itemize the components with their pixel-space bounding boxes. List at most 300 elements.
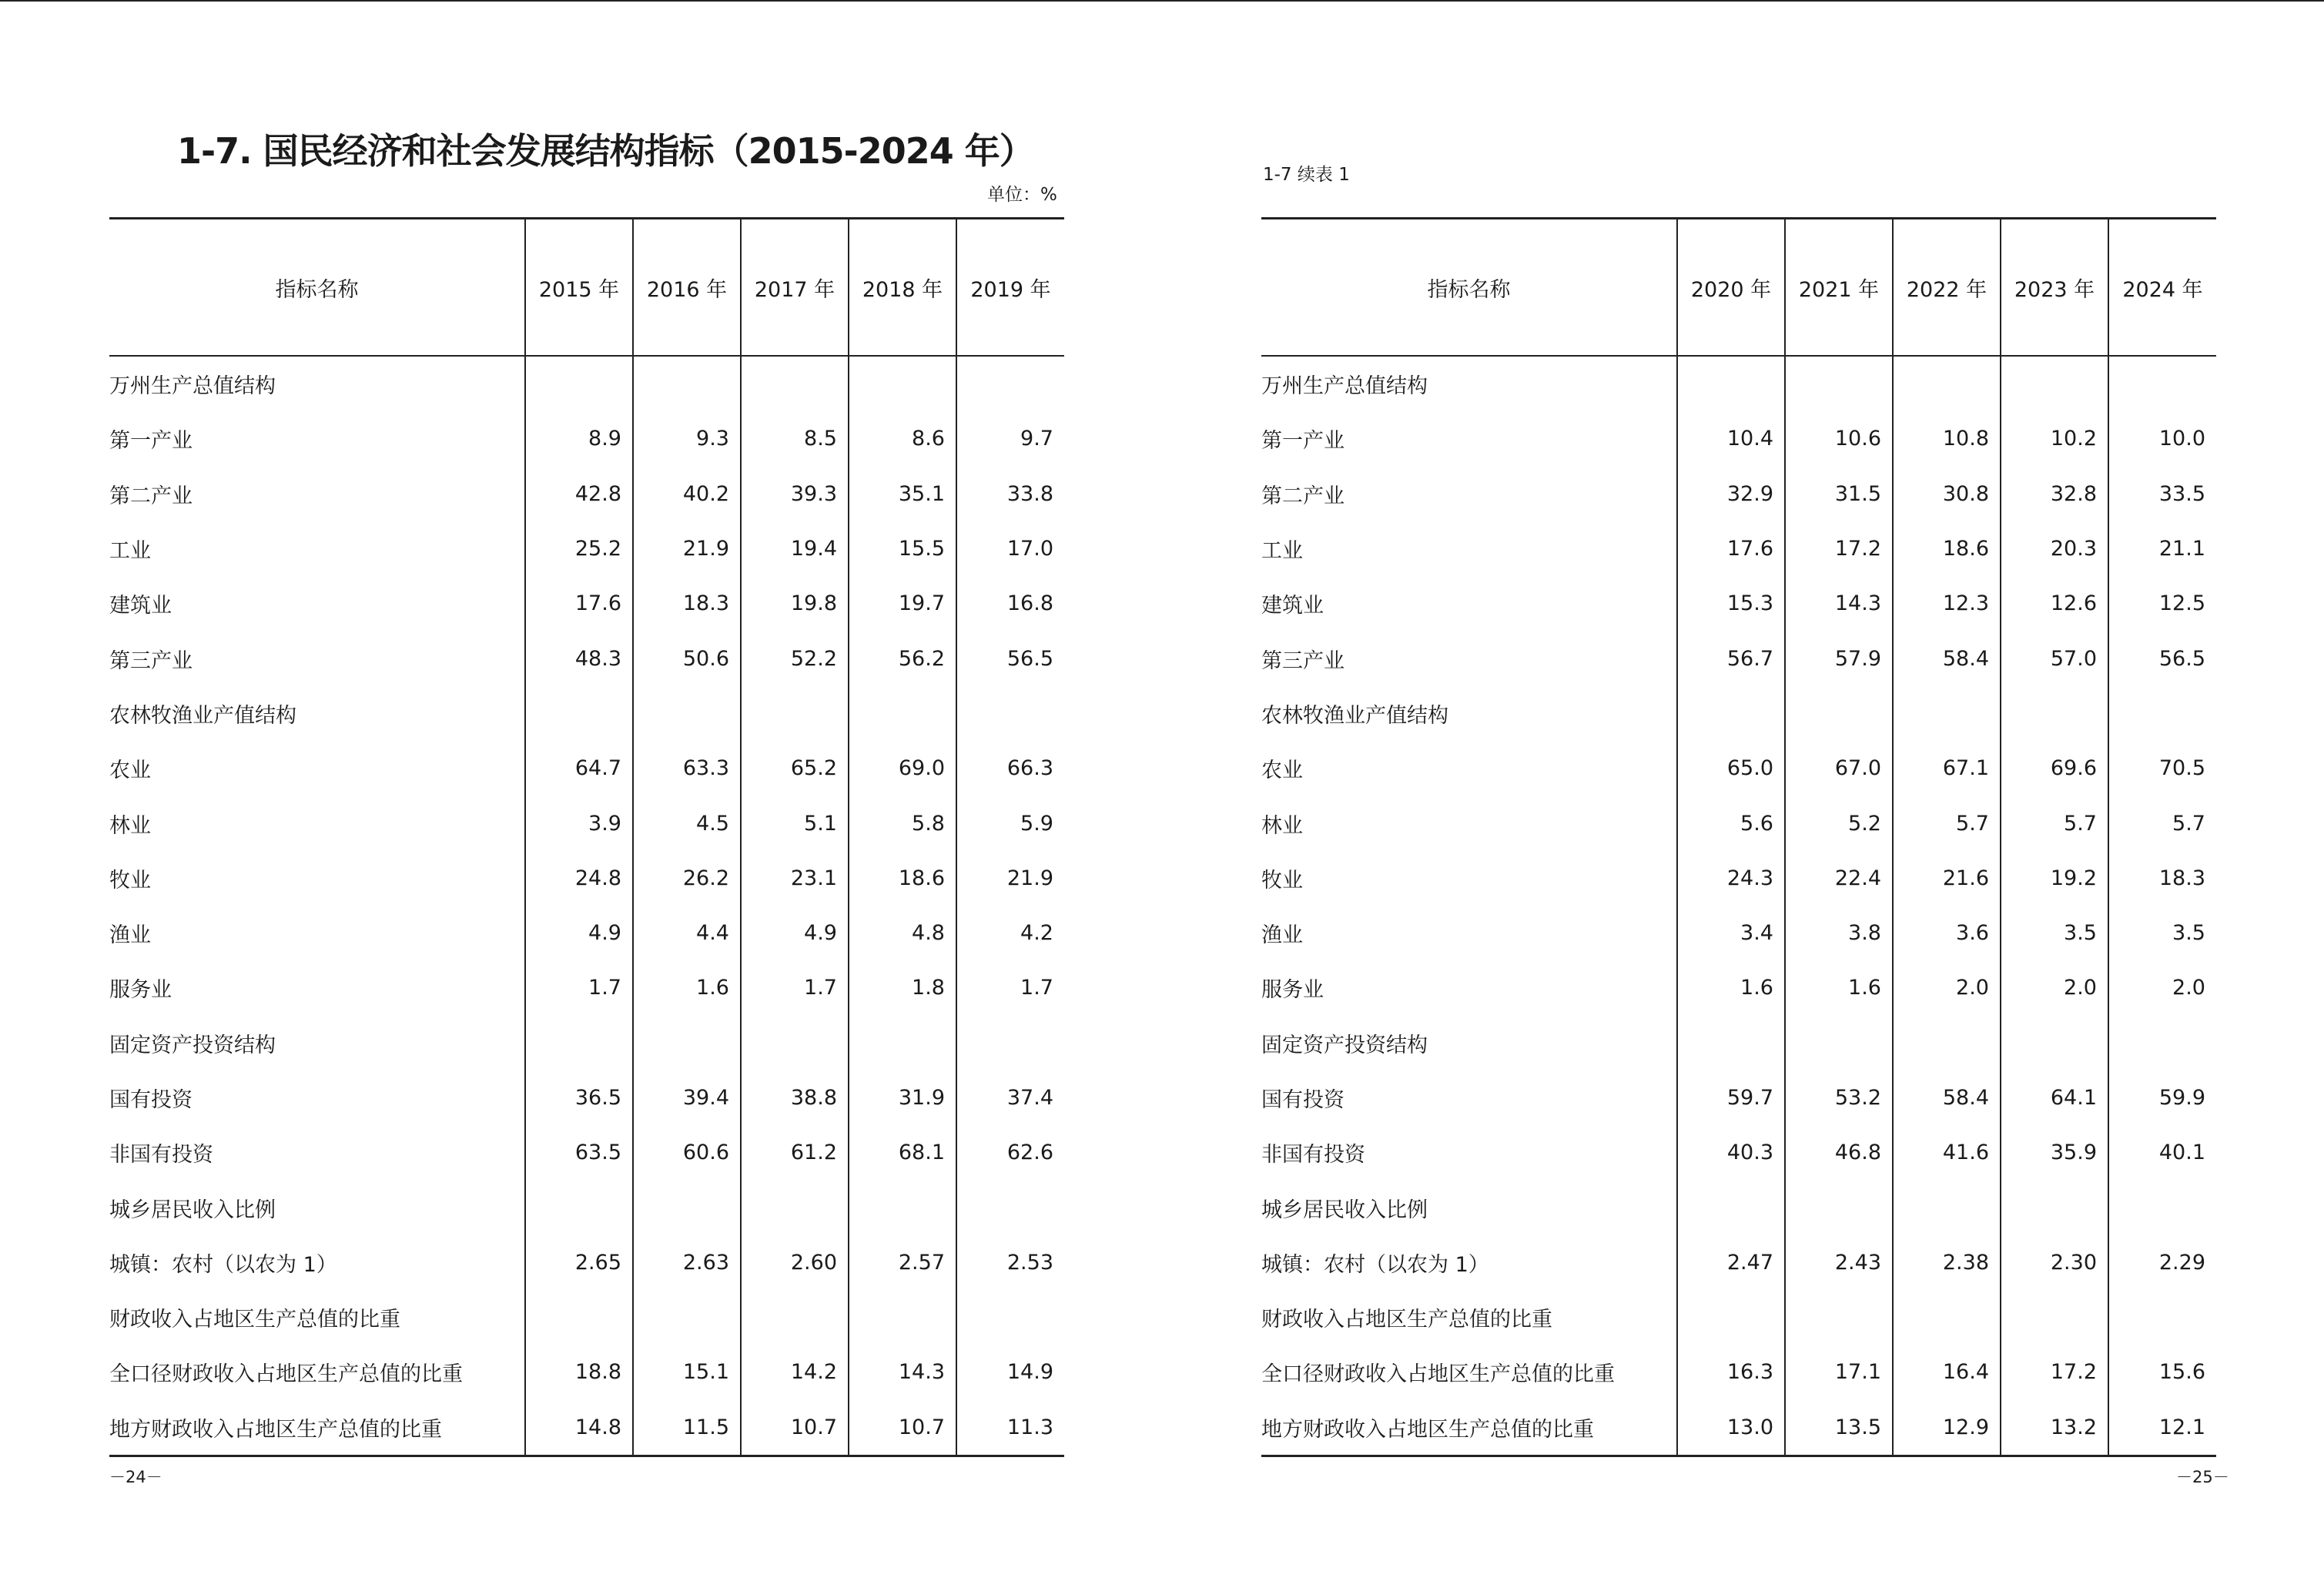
- table-row: [1261, 467, 2216, 521]
- value-cell: [741, 1016, 849, 1070]
- value-cell: 16.8: [956, 576, 1064, 631]
- table-row: [109, 467, 1064, 521]
- value-cell: 4.9: [741, 906, 849, 960]
- table-row: [109, 906, 1064, 960]
- header-year: 2023 年: [2001, 219, 2108, 357]
- value-cell: [2001, 1016, 2108, 1070]
- page-number-left: －24－: [109, 1468, 162, 1486]
- value-cell: 17.2: [2001, 1345, 2108, 1399]
- value-cell: 40.3: [1677, 1125, 1785, 1180]
- value-cell: 25.2: [525, 521, 633, 576]
- value-cell: 52.2: [741, 631, 849, 685]
- value-cell: [1893, 1016, 2001, 1070]
- value-cell: 12.3: [1893, 576, 2001, 631]
- value-cell: 35.1: [849, 467, 956, 521]
- indicator-name: 林业: [109, 813, 151, 838]
- value-cell: 14.3: [1785, 576, 1893, 631]
- table-row: [1261, 851, 2216, 906]
- value-cell: 16.3: [1677, 1345, 1785, 1399]
- value-cell: 2.65: [525, 1235, 633, 1290]
- value-cell: 8.5: [741, 411, 849, 466]
- value-cell: [956, 1180, 1064, 1235]
- value-cell: 57.9: [1785, 631, 1893, 685]
- value-cell: 41.6: [1893, 1125, 2001, 1180]
- table-row: [109, 1345, 1064, 1399]
- value-cell: 2.38: [1893, 1235, 2001, 1290]
- table-row: [1261, 1400, 2216, 1456]
- value-cell: 4.8: [849, 906, 956, 960]
- value-cell: [633, 686, 741, 741]
- value-cell: 68.1: [849, 1125, 956, 1180]
- value-cell: 64.1: [2001, 1070, 2108, 1125]
- table-row: [109, 1400, 1064, 1456]
- value-cell: 10.6: [1785, 411, 1893, 466]
- value-cell: 10.4: [1677, 411, 1785, 466]
- table-row: [109, 796, 1064, 850]
- value-cell: [2108, 686, 2216, 741]
- table-header-row: [1261, 219, 2216, 357]
- value-cell: 10.0: [2108, 411, 2216, 466]
- value-cell: 15.6: [2108, 1345, 2216, 1399]
- value-cell: 5.7: [2001, 796, 2108, 850]
- value-cell: 39.3: [741, 467, 849, 521]
- value-cell: [2001, 1290, 2108, 1345]
- value-cell: [525, 1290, 633, 1345]
- page-title: 1-7. 国民经济和社会发展结构指标（2015-2024 年）: [177, 130, 1034, 172]
- table-row: [1261, 521, 2216, 576]
- value-cell: 23.1: [741, 851, 849, 906]
- value-cell: 2.29: [2108, 1235, 2216, 1290]
- value-cell: 1.7: [956, 960, 1064, 1015]
- header-year: 2016 年: [633, 219, 741, 357]
- table-row: [109, 356, 1064, 411]
- table-row: [109, 521, 1064, 576]
- value-cell: 4.4: [633, 906, 741, 960]
- value-cell: 35.9: [2001, 1125, 2108, 1180]
- value-cell: 56.5: [2108, 631, 2216, 685]
- table-row: [1261, 1070, 2216, 1125]
- indicator-name: 农林牧渔业产值结构: [1261, 703, 1448, 728]
- indicator-name: 非国有投资: [1261, 1143, 1365, 1168]
- value-cell: 1.6: [1677, 960, 1785, 1015]
- value-cell: 17.6: [1677, 521, 1785, 576]
- value-cell: 57.0: [2001, 631, 2108, 685]
- indicator-name: 万州生产总值结构: [109, 374, 276, 399]
- table-row: [1261, 1180, 2216, 1235]
- value-cell: 32.8: [2001, 467, 2108, 521]
- value-cell: 13.2: [2001, 1400, 2108, 1456]
- value-cell: 13.0: [1677, 1400, 1785, 1456]
- value-cell: 19.4: [741, 521, 849, 576]
- value-cell: [1677, 356, 1785, 411]
- table-row: [1261, 960, 2216, 1015]
- indicator-name: 林业: [1261, 813, 1303, 838]
- value-cell: 31.5: [1785, 467, 1893, 521]
- value-cell: 12.1: [2108, 1400, 2216, 1456]
- table-row: [109, 1290, 1064, 1345]
- value-cell: 65.2: [741, 741, 849, 796]
- value-cell: 3.5: [2001, 906, 2108, 960]
- header-year: 2018 年: [849, 219, 956, 357]
- value-cell: 15.5: [849, 521, 956, 576]
- value-cell: 33.5: [2108, 467, 2216, 521]
- value-cell: 1.7: [525, 960, 633, 1015]
- indicator-name: 第三产业: [109, 648, 193, 673]
- value-cell: 50.6: [633, 631, 741, 685]
- value-cell: [2108, 1290, 2216, 1345]
- value-cell: 46.8: [1785, 1125, 1893, 1180]
- value-cell: 65.0: [1677, 741, 1785, 796]
- value-cell: 48.3: [525, 631, 633, 685]
- value-cell: [525, 1180, 633, 1235]
- value-cell: [849, 1290, 956, 1345]
- table-row: [1261, 1345, 2216, 1399]
- value-cell: [2108, 1016, 2216, 1070]
- table-row: [109, 411, 1064, 466]
- value-cell: 19.8: [741, 576, 849, 631]
- value-cell: [956, 1290, 1064, 1345]
- value-cell: 38.8: [741, 1070, 849, 1125]
- value-cell: 3.4: [1677, 906, 1785, 960]
- indicator-name: 渔业: [1261, 923, 1303, 948]
- value-cell: 2.43: [1785, 1235, 1893, 1290]
- value-cell: [849, 686, 956, 741]
- value-cell: 2.0: [2001, 960, 2108, 1015]
- indicator-name: 城镇：农村（以农为 1）: [1261, 1252, 1489, 1277]
- header-year: 2021 年: [1785, 219, 1893, 357]
- table-row: [109, 1070, 1064, 1125]
- indicator-name: 第三产业: [1261, 648, 1345, 673]
- value-cell: [1785, 1180, 1893, 1235]
- value-cell: 63.5: [525, 1125, 633, 1180]
- value-cell: 18.6: [1893, 521, 2001, 576]
- table-row: [1261, 356, 2216, 411]
- value-cell: 24.8: [525, 851, 633, 906]
- value-cell: [1677, 1180, 1785, 1235]
- header-indicator-name: 指标名称: [1261, 219, 1677, 357]
- indicator-name: 固定资产投资结构: [1261, 1033, 1428, 1057]
- value-cell: 59.9: [2108, 1070, 2216, 1125]
- value-cell: [1893, 1180, 2001, 1235]
- value-cell: [956, 356, 1064, 411]
- unit-label: 单位：%: [987, 185, 1057, 205]
- indicator-name: 地方财政收入占地区生产总值的比重: [109, 1417, 442, 1442]
- scan-top-border: [0, 0, 2324, 2]
- table-row: [1261, 906, 2216, 960]
- value-cell: [2108, 356, 2216, 411]
- page-number-right: －25－: [2176, 1468, 2229, 1486]
- value-cell: 1.6: [1785, 960, 1893, 1015]
- table-row: [1261, 686, 2216, 741]
- value-cell: 8.6: [849, 411, 956, 466]
- indicator-name: 全口径财政收入占地区生产总值的比重: [109, 1362, 463, 1387]
- value-cell: 26.2: [633, 851, 741, 906]
- value-cell: 2.47: [1677, 1235, 1785, 1290]
- value-cell: 2.63: [633, 1235, 741, 1290]
- table-row: [1261, 1125, 2216, 1180]
- indicator-name: 工业: [1261, 539, 1303, 564]
- value-cell: 5.7: [2108, 796, 2216, 850]
- table-row: [109, 576, 1064, 631]
- value-cell: [956, 1016, 1064, 1070]
- indicator-name: 国有投资: [109, 1088, 193, 1112]
- header-year: 2020 年: [1677, 219, 1785, 357]
- indicator-name: 第一产业: [109, 429, 193, 454]
- indicator-name: 非国有投资: [109, 1143, 213, 1168]
- value-cell: 12.5: [2108, 576, 2216, 631]
- value-cell: [1893, 356, 2001, 411]
- table-row: [1261, 576, 2216, 631]
- indicator-name: 农业: [109, 759, 151, 783]
- table-row: [1261, 1290, 2216, 1345]
- table-row: [1261, 796, 2216, 850]
- value-cell: 10.7: [849, 1400, 956, 1456]
- value-cell: 10.2: [2001, 411, 2108, 466]
- value-cell: 14.9: [956, 1345, 1064, 1399]
- value-cell: 19.7: [849, 576, 956, 631]
- value-cell: 18.8: [525, 1345, 633, 1399]
- value-cell: [633, 356, 741, 411]
- value-cell: [741, 356, 849, 411]
- value-cell: 17.0: [956, 521, 1064, 576]
- header-year: 2017 年: [741, 219, 849, 357]
- value-cell: 3.6: [1893, 906, 2001, 960]
- value-cell: 10.8: [1893, 411, 2001, 466]
- value-cell: 22.4: [1785, 851, 1893, 906]
- value-cell: 56.2: [849, 631, 956, 685]
- value-cell: 2.60: [741, 1235, 849, 1290]
- indicator-name: 城乡居民收入比例: [109, 1198, 276, 1222]
- header-indicator-name: 指标名称: [109, 219, 525, 357]
- indicator-name: 工业: [109, 539, 151, 564]
- indicator-name: 财政收入占地区生产总值的比重: [1261, 1308, 1552, 1332]
- value-cell: 36.5: [525, 1070, 633, 1125]
- indicator-name: 农林牧渔业产值结构: [109, 703, 296, 728]
- indicator-name: 服务业: [109, 978, 172, 1003]
- value-cell: 21.1: [2108, 521, 2216, 576]
- table-row: [1261, 1235, 2216, 1290]
- value-cell: 18.3: [2108, 851, 2216, 906]
- value-cell: 40.2: [633, 467, 741, 521]
- value-cell: [741, 686, 849, 741]
- table-header-row: [109, 219, 1064, 357]
- continuation-label: 1-7 续表 1: [1263, 165, 1350, 185]
- value-cell: [2001, 356, 2108, 411]
- value-cell: 11.3: [956, 1400, 1064, 1456]
- value-cell: 13.5: [1785, 1400, 1893, 1456]
- value-cell: [1785, 1290, 1893, 1345]
- value-cell: 59.7: [1677, 1070, 1785, 1125]
- value-cell: 11.5: [633, 1400, 741, 1456]
- value-cell: 3.5: [2108, 906, 2216, 960]
- indicator-name: 地方财政收入占地区生产总值的比重: [1261, 1417, 1594, 1442]
- value-cell: [525, 1016, 633, 1070]
- value-cell: 2.53: [956, 1235, 1064, 1290]
- indicator-name: 万州生产总值结构: [1261, 374, 1428, 399]
- value-cell: 17.1: [1785, 1345, 1893, 1399]
- indicator-name: 建筑业: [1261, 594, 1324, 618]
- value-cell: [525, 356, 633, 411]
- value-cell: 21.6: [1893, 851, 2001, 906]
- value-cell: 5.8: [849, 796, 956, 850]
- value-cell: [633, 1290, 741, 1345]
- value-cell: 21.9: [633, 521, 741, 576]
- value-cell: 53.2: [1785, 1070, 1893, 1125]
- table-row: [109, 741, 1064, 796]
- value-cell: [2108, 1180, 2216, 1235]
- indicator-name: 牧业: [1261, 868, 1303, 893]
- table-row: [109, 1016, 1064, 1070]
- table-row: [109, 851, 1064, 906]
- value-cell: [956, 686, 1064, 741]
- header-year: 2022 年: [1893, 219, 2001, 357]
- table-row: [1261, 741, 2216, 796]
- value-cell: 30.8: [1893, 467, 2001, 521]
- value-cell: 58.4: [1893, 631, 2001, 685]
- header-year: 2019 年: [956, 219, 1064, 357]
- table-row: [1261, 1016, 2216, 1070]
- value-cell: 66.3: [956, 741, 1064, 796]
- indicator-name: 第二产业: [109, 484, 193, 508]
- value-cell: [1785, 1016, 1893, 1070]
- value-cell: 5.2: [1785, 796, 1893, 850]
- value-cell: 2.57: [849, 1235, 956, 1290]
- value-cell: [849, 1016, 956, 1070]
- table-row: [109, 686, 1064, 741]
- value-cell: 15.1: [633, 1345, 741, 1399]
- value-cell: 17.6: [525, 576, 633, 631]
- header-year: 2015 年: [525, 219, 633, 357]
- value-cell: 8.9: [525, 411, 633, 466]
- value-cell: [1893, 1290, 2001, 1345]
- table-row: [1261, 631, 2216, 685]
- value-cell: [741, 1290, 849, 1345]
- value-cell: 1.8: [849, 960, 956, 1015]
- value-cell: [1785, 686, 1893, 741]
- value-cell: 37.4: [956, 1070, 1064, 1125]
- value-cell: 12.6: [2001, 576, 2108, 631]
- indicator-name: 第二产业: [1261, 484, 1345, 508]
- value-cell: 4.9: [525, 906, 633, 960]
- value-cell: 31.9: [849, 1070, 956, 1125]
- value-cell: 18.3: [633, 576, 741, 631]
- value-cell: 61.2: [741, 1125, 849, 1180]
- indicator-name: 财政收入占地区生产总值的比重: [109, 1308, 400, 1332]
- value-cell: 2.0: [1893, 960, 2001, 1015]
- value-cell: 19.2: [2001, 851, 2108, 906]
- left-data-table: [109, 217, 1064, 1457]
- value-cell: 5.7: [1893, 796, 2001, 850]
- value-cell: 69.0: [849, 741, 956, 796]
- table-row: [109, 1125, 1064, 1180]
- value-cell: 5.9: [956, 796, 1064, 850]
- value-cell: 42.8: [525, 467, 633, 521]
- value-cell: 21.9: [956, 851, 1064, 906]
- header-year: 2024 年: [2108, 219, 2216, 357]
- table-row: [1261, 411, 2216, 466]
- value-cell: 14.8: [525, 1400, 633, 1456]
- value-cell: 18.6: [849, 851, 956, 906]
- value-cell: [849, 1180, 956, 1235]
- value-cell: [2001, 686, 2108, 741]
- value-cell: 63.3: [633, 741, 741, 796]
- value-cell: [1677, 1016, 1785, 1070]
- value-cell: 67.1: [1893, 741, 2001, 796]
- indicator-name: 服务业: [1261, 978, 1324, 1003]
- value-cell: 14.3: [849, 1345, 956, 1399]
- value-cell: 64.7: [525, 741, 633, 796]
- value-cell: [525, 686, 633, 741]
- value-cell: 10.7: [741, 1400, 849, 1456]
- value-cell: 15.3: [1677, 576, 1785, 631]
- value-cell: 4.5: [633, 796, 741, 850]
- value-cell: 40.1: [2108, 1125, 2216, 1180]
- value-cell: 69.6: [2001, 741, 2108, 796]
- table-row: [109, 960, 1064, 1015]
- value-cell: 9.7: [956, 411, 1064, 466]
- indicator-name: 城乡居民收入比例: [1261, 1198, 1428, 1222]
- value-cell: [1677, 686, 1785, 741]
- indicator-name: 建筑业: [109, 594, 172, 618]
- value-cell: [633, 1180, 741, 1235]
- indicator-name: 全口径财政收入占地区生产总值的比重: [1261, 1362, 1615, 1387]
- value-cell: 62.6: [956, 1125, 1064, 1180]
- value-cell: 9.3: [633, 411, 741, 466]
- value-cell: 5.6: [1677, 796, 1785, 850]
- indicator-name: 渔业: [109, 923, 151, 948]
- right-data-table: [1261, 217, 2216, 1457]
- table-row: [109, 1180, 1064, 1235]
- value-cell: 2.0: [2108, 960, 2216, 1015]
- value-cell: 39.4: [633, 1070, 741, 1125]
- value-cell: 17.2: [1785, 521, 1893, 576]
- value-cell: 67.0: [1785, 741, 1893, 796]
- value-cell: 2.30: [2001, 1235, 2108, 1290]
- value-cell: 60.6: [633, 1125, 741, 1180]
- value-cell: 3.8: [1785, 906, 1893, 960]
- value-cell: 4.2: [956, 906, 1064, 960]
- indicator-name: 国有投资: [1261, 1088, 1345, 1112]
- value-cell: 32.9: [1677, 467, 1785, 521]
- indicator-name: 第一产业: [1261, 429, 1345, 454]
- value-cell: [2001, 1180, 2108, 1235]
- value-cell: 20.3: [2001, 521, 2108, 576]
- indicator-name: 农业: [1261, 759, 1303, 783]
- value-cell: 24.3: [1677, 851, 1785, 906]
- value-cell: 16.4: [1893, 1345, 2001, 1399]
- table-row: [109, 1235, 1064, 1290]
- value-cell: [741, 1180, 849, 1235]
- value-cell: [633, 1016, 741, 1070]
- value-cell: 70.5: [2108, 741, 2216, 796]
- value-cell: [1785, 356, 1893, 411]
- value-cell: 58.4: [1893, 1070, 2001, 1125]
- value-cell: 56.7: [1677, 631, 1785, 685]
- table-row: [109, 631, 1064, 685]
- value-cell: 56.5: [956, 631, 1064, 685]
- value-cell: 1.6: [633, 960, 741, 1015]
- value-cell: 33.8: [956, 467, 1064, 521]
- value-cell: [849, 356, 956, 411]
- value-cell: 3.9: [525, 796, 633, 850]
- indicator-name: 牧业: [109, 868, 151, 893]
- value-cell: [1893, 686, 2001, 741]
- indicator-name: 固定资产投资结构: [109, 1033, 276, 1057]
- value-cell: 12.9: [1893, 1400, 2001, 1456]
- value-cell: 14.2: [741, 1345, 849, 1399]
- value-cell: 1.7: [741, 960, 849, 1015]
- indicator-name: 城镇：农村（以农为 1）: [109, 1252, 337, 1277]
